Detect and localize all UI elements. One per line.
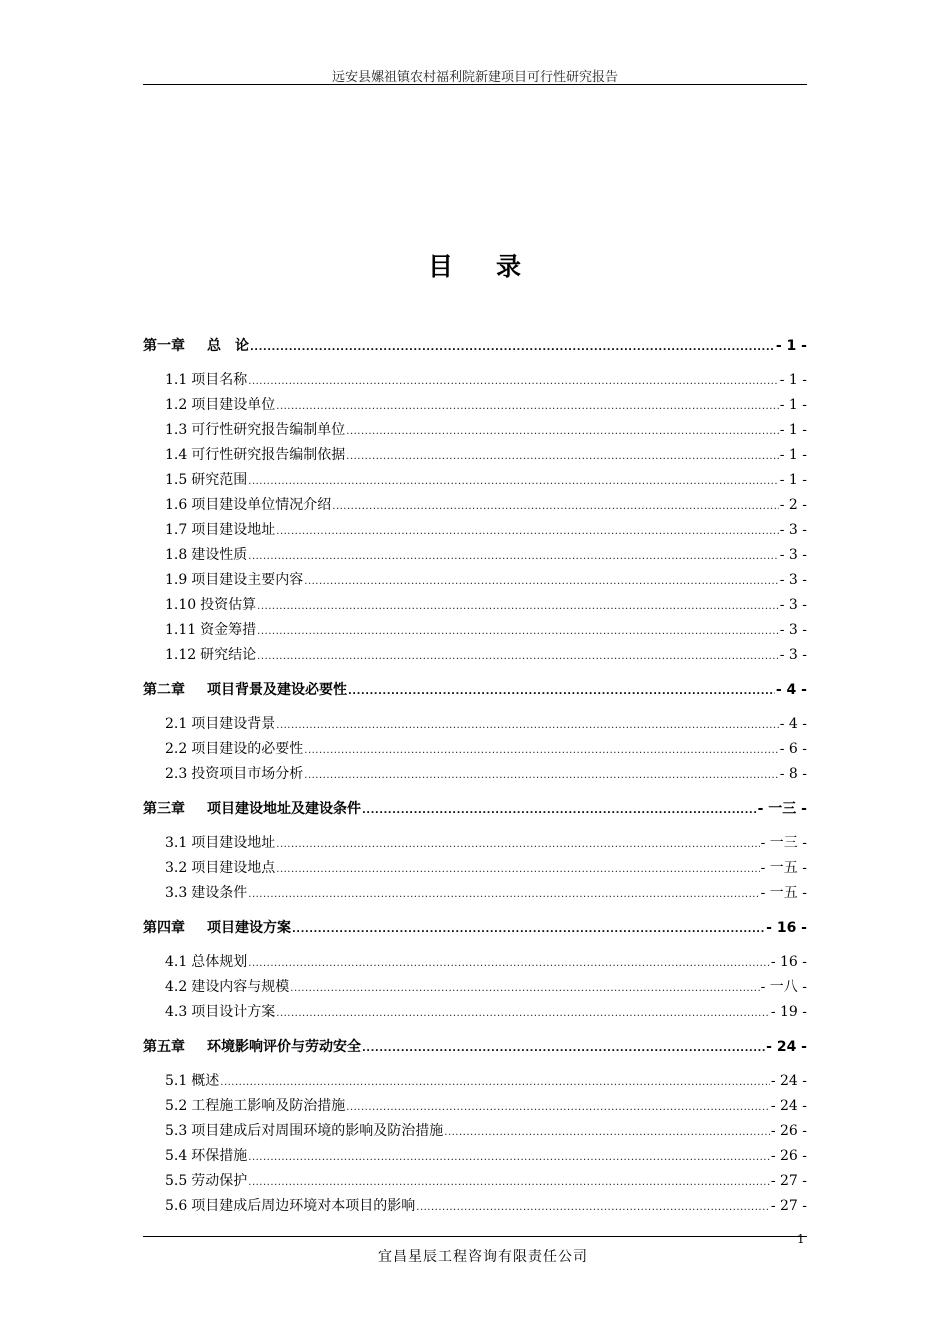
- toc-entry-page: - 3 -: [779, 647, 807, 663]
- toc-section-entry[interactable]: [143, 950, 807, 975]
- toc-leader-dots: [250, 336, 775, 360]
- toc-entry-number: 1.11: [165, 622, 197, 638]
- toc-entry-label: [165, 1194, 415, 1219]
- toc-leader-dots: [276, 713, 778, 738]
- toc-entry-label: [165, 493, 331, 518]
- toc-entry-label: [165, 368, 247, 393]
- toc-entry-label: [165, 568, 303, 593]
- toc-section-entry[interactable]: [143, 493, 807, 518]
- toc-entry-label: [143, 334, 249, 358]
- toc-section-entry[interactable]: [143, 418, 807, 443]
- toc-leader-dots: [304, 569, 778, 594]
- toc-entry-page: - 27 -: [770, 1198, 807, 1214]
- toc-leader-dots: [346, 444, 778, 469]
- toc-entry-label: [165, 418, 345, 443]
- toc-entry-label: [165, 1094, 345, 1119]
- toc-entry-number: 1.9: [165, 572, 188, 588]
- toc-entry-page: - 一三 -: [757, 801, 807, 817]
- toc-entry-page: - 24 -: [770, 1098, 807, 1114]
- toc-leader-dots: [362, 799, 757, 823]
- toc-entry-page: - 3 -: [779, 572, 807, 588]
- toc-entry-title: 项目建设地址: [191, 835, 276, 851]
- toc-entry-title: 建设内容与规模: [191, 979, 290, 995]
- toc-entry-label: [165, 1000, 275, 1025]
- toc-leader-dots: [332, 494, 778, 519]
- toc-leader-dots: [248, 951, 770, 976]
- toc-title-left: 目: [427, 252, 454, 281]
- table-of-contents: [143, 334, 807, 1219]
- toc-title-right: 录: [496, 252, 523, 281]
- toc-entry-page: - 3 -: [779, 522, 807, 538]
- toc-entry-label: [143, 797, 361, 821]
- toc-entry-title: 项目建设主要内容: [191, 572, 304, 588]
- toc-leader-dots: [276, 394, 778, 419]
- toc-entry-number: 第三章: [143, 801, 185, 817]
- toc-entry-number: 1.7: [165, 522, 188, 538]
- toc-entry-title: 可行性研究报告编制依据: [191, 447, 346, 463]
- toc-leader-dots: [248, 469, 778, 494]
- toc-leader-dots: [292, 918, 765, 942]
- toc-leader-dots: [290, 976, 759, 1001]
- toc-entry-number: 1.12: [165, 647, 197, 663]
- toc-entry-number: 4.1: [165, 954, 188, 970]
- toc-section-entry[interactable]: [143, 368, 807, 393]
- toc-entry-number: 3.2: [165, 860, 188, 876]
- toc-entry-number: 1.4: [165, 447, 188, 463]
- toc-leader-dots: [248, 369, 778, 394]
- toc-entry-label: [143, 678, 347, 702]
- toc-entry-label: [143, 1035, 361, 1059]
- header-rule: [143, 84, 807, 85]
- toc-leader-dots: [257, 619, 779, 644]
- toc-entry-label: [165, 881, 247, 906]
- toc-entry-number: 1.10: [165, 597, 197, 613]
- toc-entry-page: - 24 -: [770, 1073, 807, 1089]
- toc-section-entry[interactable]: [143, 975, 807, 1000]
- toc-entry-title: 项目建成后周边环境对本项目的影响: [191, 1198, 416, 1214]
- toc-entry-label: [165, 443, 345, 468]
- toc-entry-number: 5.5: [165, 1173, 188, 1189]
- toc-entry-title: 环境影响评价与劳动安全: [207, 1039, 361, 1055]
- toc-entry-page: - 8 -: [779, 766, 807, 782]
- toc-section-entry[interactable]: [143, 1194, 807, 1219]
- footer-rule: [143, 1236, 807, 1237]
- toc-entry-number: 3.1: [165, 835, 188, 851]
- toc-entry-label: [165, 1119, 443, 1144]
- toc-entry-title: 概述: [191, 1073, 220, 1089]
- toc-leader-dots: [257, 644, 779, 669]
- toc-leader-dots: [248, 544, 778, 569]
- toc-entry-label: [165, 737, 303, 762]
- toc-section-entry[interactable]: [143, 1000, 807, 1025]
- toc-entry-title: 研究结论: [200, 647, 257, 663]
- toc-entry-page: - 2 -: [779, 497, 807, 513]
- toc-title: [0, 247, 950, 283]
- toc-entry-page: - 4 -: [775, 682, 807, 698]
- toc-leader-dots: [304, 763, 778, 788]
- toc-entry-number: 5.4: [165, 1148, 188, 1164]
- company-footer: 宜昌星辰工程咨询有限责任公司: [378, 1249, 588, 1265]
- toc-entry-page: - 1 -: [779, 447, 807, 463]
- toc-section-entry[interactable]: [143, 468, 807, 493]
- toc-entry-page: - 26 -: [770, 1148, 807, 1164]
- toc-entry-label: [165, 543, 247, 568]
- toc-leader-dots: [276, 832, 759, 857]
- toc-entry-label: [165, 1144, 247, 1169]
- toc-entry-title: 项目建设单位: [191, 397, 276, 413]
- toc-section-entry[interactable]: [143, 643, 807, 668]
- toc-entry-number: 5.3: [165, 1123, 188, 1139]
- toc-chapter-entry[interactable]: [143, 1035, 807, 1059]
- toc-leader-dots: [346, 419, 778, 444]
- toc-entry-title: 投资估算: [200, 597, 257, 613]
- toc-entry-label: [143, 916, 291, 940]
- toc-entry-page: - 一五 -: [760, 885, 807, 901]
- toc-entry-number: 5.2: [165, 1098, 188, 1114]
- toc-chapter-entry[interactable]: [143, 797, 807, 821]
- toc-section-entry[interactable]: [143, 443, 807, 468]
- toc-entry-title: 可行性研究报告编制单位: [191, 422, 346, 438]
- toc-entry-title: 项目建成后对周围环境的影响及防治措施: [191, 1123, 444, 1139]
- toc-entry-page: - 3 -: [779, 597, 807, 613]
- toc-entry-number: 5.6: [165, 1198, 188, 1214]
- toc-entry-title: 项目建设地址及建设条件: [207, 801, 361, 817]
- toc-leader-dots: [248, 1145, 770, 1170]
- toc-entry-page: - 1 -: [775, 338, 807, 354]
- toc-entry-title: 环保措施: [191, 1148, 248, 1164]
- toc-leader-dots: [276, 1001, 770, 1026]
- toc-entry-page: - 1 -: [779, 372, 807, 388]
- toc-entry-page: - 24 -: [766, 1039, 807, 1055]
- toc-entry-label: [165, 468, 247, 493]
- toc-entry-page: - 1 -: [779, 397, 807, 413]
- toc-leader-dots: [248, 882, 759, 907]
- toc-entry-label: [165, 975, 289, 1000]
- toc-entry-label: [165, 643, 256, 668]
- toc-leader-dots: [257, 594, 779, 619]
- toc-entry-page: - 1 -: [779, 422, 807, 438]
- toc-entry-number: 第二章: [143, 682, 185, 698]
- toc-entry-number: 2.2: [165, 741, 188, 757]
- toc-section-entry[interactable]: [143, 593, 807, 618]
- toc-entry-label: [165, 518, 275, 543]
- toc-entry-title: 项目建设地址: [191, 522, 276, 538]
- page-number: 1: [797, 1232, 805, 1246]
- toc-leader-dots: [346, 1095, 770, 1120]
- toc-entry-title: 项目背景及建设必要性: [207, 682, 347, 698]
- toc-entry-number: 3.3: [165, 885, 188, 901]
- toc-entry-number: 第四章: [143, 920, 185, 936]
- toc-section-entry[interactable]: [143, 712, 807, 737]
- toc-section-entry[interactable]: [143, 543, 807, 568]
- toc-leader-dots: [362, 1037, 765, 1061]
- toc-leader-dots: [444, 1120, 770, 1145]
- toc-entry-page: - 一三 -: [760, 835, 807, 851]
- toc-entry-title: 项目名称: [191, 372, 248, 388]
- toc-chapter-entry[interactable]: [143, 916, 807, 940]
- toc-leader-dots: [416, 1195, 770, 1220]
- toc-section-entry[interactable]: [143, 1144, 807, 1169]
- toc-entry-number: 2.1: [165, 716, 188, 732]
- toc-leader-dots: [248, 1170, 770, 1195]
- toc-entry-page: - 1 -: [779, 472, 807, 488]
- toc-entry-number: 第五章: [143, 1039, 185, 1055]
- toc-entry-title: 项目建设背景: [191, 716, 276, 732]
- toc-entry-title: 资金筹措: [200, 622, 257, 638]
- toc-entry-number: 第一章: [143, 338, 185, 354]
- toc-leader-dots: [348, 680, 775, 704]
- toc-entry-number: 4.3: [165, 1004, 188, 1020]
- toc-entry-title: 研究范围: [191, 472, 248, 488]
- toc-entry-number: 4.2: [165, 979, 188, 995]
- toc-entry-label: [165, 1069, 219, 1094]
- toc-section-entry[interactable]: [143, 1069, 807, 1094]
- toc-leader-dots: [304, 738, 778, 763]
- toc-section-entry[interactable]: [143, 568, 807, 593]
- toc-entry-page: - 16 -: [766, 920, 807, 936]
- toc-entry-number: 1.5: [165, 472, 188, 488]
- toc-entry-page: - 4 -: [779, 716, 807, 732]
- toc-section-entry[interactable]: [143, 831, 807, 856]
- toc-leader-dots: [220, 1070, 770, 1095]
- toc-entry-number: 5.1: [165, 1073, 188, 1089]
- toc-entry-title: 项目设计方案: [191, 1004, 276, 1020]
- toc-section-entry[interactable]: [143, 881, 807, 906]
- toc-entry-page: - 一八 -: [760, 979, 807, 995]
- toc-entry-label: [165, 831, 275, 856]
- toc-entry-label: [165, 393, 275, 418]
- toc-section-entry[interactable]: [143, 762, 807, 787]
- toc-entry-page: - 3 -: [779, 547, 807, 563]
- toc-entry-title: 建设性质: [191, 547, 248, 563]
- toc-entry-page: - 6 -: [779, 741, 807, 757]
- toc-entry-title: 投资项目市场分析: [191, 766, 304, 782]
- toc-entry-number: 1.8: [165, 547, 188, 563]
- toc-entry-title: 总体规划: [191, 954, 248, 970]
- toc-entry-number: 1.2: [165, 397, 188, 413]
- toc-entry-label: [165, 618, 256, 643]
- toc-entry-number: 1.1: [165, 372, 188, 388]
- toc-section-entry[interactable]: [143, 737, 807, 762]
- toc-entry-number: 1.3: [165, 422, 188, 438]
- toc-section-entry[interactable]: [143, 856, 807, 881]
- toc-entry-title: 项目建设的必要性: [191, 741, 304, 757]
- toc-entry-title: 工程施工影响及防治措施: [191, 1098, 346, 1114]
- toc-entry-label: [165, 950, 247, 975]
- toc-leader-dots: [276, 857, 759, 882]
- toc-entry-label: [165, 1169, 247, 1194]
- toc-section-entry[interactable]: [143, 618, 807, 643]
- running-header: 远安县嫘祖镇农村福利院新建项目可行性研究报告: [331, 70, 618, 85]
- toc-entry-page: - 一五 -: [760, 860, 807, 876]
- toc-entry-page: - 3 -: [779, 622, 807, 638]
- toc-entry-page: - 26 -: [770, 1123, 807, 1139]
- toc-chapter-entry[interactable]: [143, 334, 807, 358]
- toc-entry-page: - 19 -: [770, 1004, 807, 1020]
- toc-entry-title: 劳动保护: [191, 1173, 248, 1189]
- toc-entry-label: [165, 856, 275, 881]
- toc-section-entry[interactable]: [143, 1094, 807, 1119]
- toc-entry-label: [165, 712, 275, 737]
- toc-entry-title: 项目建设地点: [191, 860, 276, 876]
- toc-entry-label: [165, 762, 303, 787]
- toc-entry-number: 2.3: [165, 766, 188, 782]
- toc-entry-title: 项目建设方案: [207, 920, 291, 936]
- toc-section-entry[interactable]: [143, 1119, 807, 1144]
- toc-entry-number: 1.6: [165, 497, 188, 513]
- toc-entry-page: - 27 -: [770, 1173, 807, 1189]
- toc-entry-label: [165, 593, 256, 618]
- toc-entry-title: 总 论: [207, 338, 249, 354]
- toc-leader-dots: [276, 519, 778, 544]
- toc-section-entry[interactable]: [143, 518, 807, 543]
- toc-chapter-entry[interactable]: [143, 678, 807, 702]
- toc-section-entry[interactable]: [143, 393, 807, 418]
- toc-entry-title: 建设条件: [191, 885, 248, 901]
- toc-section-entry[interactable]: [143, 1169, 807, 1194]
- toc-entry-title: 项目建设单位情况介绍: [191, 497, 332, 513]
- toc-entry-page: - 16 -: [770, 954, 807, 970]
